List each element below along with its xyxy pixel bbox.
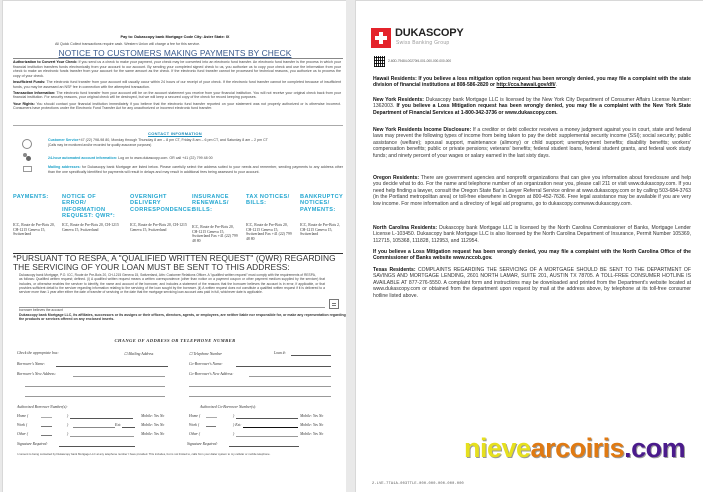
statement-page-right bbox=[355, 0, 703, 492]
payments-heading: PAYMENTS: bbox=[13, 194, 49, 200]
co-work-ext-label: ) Ext: bbox=[233, 423, 242, 427]
barcode-icon bbox=[374, 56, 385, 67]
hawaii-dfi-link[interactable]: http://cca.hawaii.gov/dfi/ bbox=[496, 82, 556, 89]
notice-of-error-address: ICC, Route de Pre-Bois 20, CH-1215 Geneva 15, Switzerland bbox=[62, 223, 119, 232]
notice-title: NOTICE TO CUSTOMERS MAKING PAYMENTS BY CHECK bbox=[58, 48, 292, 58]
home-area-code-field[interactable] bbox=[41, 417, 52, 418]
coborrower-address-label: Co-Borrower's New Address: bbox=[189, 372, 234, 376]
co-home-area-code-field[interactable] bbox=[206, 417, 217, 418]
inserts-disclaimer: Dukascopy bank Mortgage LLC, its affiliates, successors or its assigns or their officers, directors, agents, or employees, are neither liable nor responsible for, or make any representation regarding the products or services offered on any enclosed inserts. bbox=[19, 313, 346, 322]
work-ext-label: Ext: bbox=[115, 423, 122, 427]
borrower-address-field-1[interactable] bbox=[73, 376, 165, 377]
paren: ) bbox=[67, 414, 69, 418]
coborrower-name-label: Co-Borrower's Name: bbox=[189, 362, 223, 366]
telephone-number-checkbox[interactable]: ☐ Telephone Number bbox=[189, 352, 223, 356]
coborrower-numbers-label: Authorized Co-Borrower Number(s): bbox=[200, 405, 257, 409]
barcode-text: 2-60D-79484-00270f4-001-000-000-000-000 bbox=[388, 59, 452, 63]
tax-notices-address: ICC, Route de Pre-Bois 20, CH-1215 Geneva 15, Switzerland Fax +41 (22) 799 48 80 bbox=[246, 223, 292, 241]
home-phone-label: Home ( bbox=[17, 414, 29, 418]
co-work-phone-field[interactable] bbox=[243, 427, 298, 428]
borrower-address-label: Borrower's New Address: bbox=[17, 372, 56, 376]
borrower-name-field[interactable] bbox=[56, 366, 168, 367]
home-mobile-toggle[interactable]: Mobile: Yes No bbox=[141, 414, 165, 418]
equal-housing-icon bbox=[329, 299, 339, 309]
coborrower-signature-field[interactable] bbox=[229, 446, 299, 447]
bankruptcy-notices-address: ICC, Route de Pre-Bois 2, CH-1215 Geneva 15, Switzerland bbox=[300, 223, 340, 237]
overnight-delivery-heading: OVERNIGHT DELIVERY CORRESPONDENCE: bbox=[130, 194, 194, 213]
phone-icon bbox=[22, 139, 32, 149]
other-mobile-toggle[interactable]: Mobile: Yes No bbox=[141, 432, 165, 436]
borrower-name-label: Borrower's Name: bbox=[17, 362, 45, 366]
notice-of-error-heading: NOTICE OF ERROR/ INFORMATION REQUEST: QWR*: bbox=[62, 194, 116, 220]
customer-service-line: Customer Service+47 (22) 798-98 80, Monday through Thursday 8 am – 8 pm CT, Friday 8 am – 6 pm CT, and Saturday 8 am – 2 pm CT bbox=[48, 138, 268, 142]
north-carolina-complaint-notice: If you believe a Loss Mitigation request has been wrongly denied, you may file a complaint with the North Carolina Office of the Commissioner of Banks website www.nccob.gov. bbox=[373, 249, 691, 262]
notice-paragraph: Your Rights: You should contact your financial institution immediately if you believe that the electronic fund transfer reported on your statement was not properly authorized or is otherwise incorrect. Consumers have protections under the Electronic Fund Transfer Act for any unauthorized or incorrect electronic fund transfer. bbox=[13, 101, 341, 111]
insurance-renewals-address: ICC, Route de Pre-Bois 20, CH-1215 Geneva 15, Switzerland Fax +41 (22) 799 48 80 bbox=[192, 225, 238, 243]
watermark-text: nievearcoiris.com bbox=[464, 433, 686, 463]
other-area-code-field[interactable] bbox=[41, 435, 52, 436]
divider bbox=[13, 58, 343, 59]
new-york-income-disclosure: New York Residents Income Disclosure: If a creditor or debt collector receives a money judgment against you in court, state and federal laws may prevent the following types of income from being taken to pay the debt: supplemental security income (SSI); social security; public assistance (welfare); spousal support, maintenance (alimony) or child support; unemployment benefits; disability benefits; workers' compensation benefits; public or private pensions; veterans' benefits; federal student loans, federal student grants, and federal work study funds; and ninety percent of your wages or salary earned in the last sixty days. bbox=[373, 127, 691, 159]
mailing-addresses-note: Mailing addresses: for Dukascopy bank Mortgage are listed below. Please carefully select the address suited to your needs and remember, sending payments to any address other than the one specifically identified for payments will result in delays and may result in additional fees being assessed to your account. bbox=[48, 165, 344, 174]
swiss-cross-logo-icon bbox=[371, 28, 391, 48]
footer-code: 2-LVE-7TA1A-003TTLE-000-000-000-000-000 bbox=[372, 482, 464, 486]
coborrower-address-field-3[interactable] bbox=[189, 396, 331, 397]
co-work-mobile-toggle[interactable]: Mobile: Yes No bbox=[300, 423, 324, 427]
paren: ) bbox=[233, 432, 235, 436]
work-phone-label: Work ( bbox=[17, 423, 28, 427]
contact-title: CONTACT INFORMATION bbox=[148, 131, 202, 136]
north-carolina-residents-notice: North Carolina Residents: Dukascopy bank Mortgage LLC is licensed by the North Carolina Commissioner of Banks, Mortgage Lender License L-103450. Dukascopy bank Mortgage LLC is also licensed by the North Carolina Department of Insurance, Permit Number 105369, 112715, 105368, 111828, 112953, and 112954. bbox=[373, 225, 691, 244]
change-of-address-title: CHANGE OF ADDRESS OR TELEPHONE NUMBER bbox=[114, 338, 236, 343]
loan-number-label: Loan #: bbox=[274, 351, 286, 355]
co-home-phone-label: Home ( bbox=[189, 414, 201, 418]
co-work-area-code-field[interactable] bbox=[206, 426, 216, 427]
paren: ) bbox=[67, 423, 69, 427]
new-york-residents-notice: New York Residents: Dukascopy bank Mortgage LLC is licensed by the New York City Department of Consumer Affairs License Number: 1362003. If you believe a Loss Mitigation request has been wrongly denied, you may file a complaint with the New York State Department of Financial Services at 1-800-342-3736 or www.dukascopy.com. bbox=[373, 97, 691, 116]
quick-collect-note: All Quick Collect transactions require cash. Western Union will charge a fee for this service. bbox=[55, 42, 201, 46]
automated-info-line: 24-hour automated account information: Log on to www.dukascopy.com. OR call +41 (22) 799 48 00 bbox=[48, 156, 213, 160]
divider bbox=[13, 125, 343, 126]
bankruptcy-notices-heading: BANKRUPTCY NOTICES/ PAYMENTS: bbox=[300, 194, 344, 213]
other-phone-label: Other ( bbox=[17, 432, 29, 436]
notice-paragraph: Transaction Information: The electronic fund transfer from your account will be on the account statement you receive from your financial institution. You will not receive your original check back from your financial institution. For security reasons, your original check will be destroyed, but we will keep a secured copy of the check for record keeping purposes. bbox=[13, 90, 341, 100]
statement-page-left bbox=[2, 0, 346, 492]
respa-borrower-note: borrower believes the account bbox=[19, 308, 63, 312]
overnight-delivery-address: ICC, Route de Pre-Bois 20, CH-1215 Geneva 15, Switzerland bbox=[130, 223, 187, 232]
check-box-label: Check the appropriate box: bbox=[17, 351, 59, 355]
oregon-residents-notice: Oregon Residents: There are government agencies and nonprofit organizations that can give you information about foreclosure and help you decide what to do. For the name and telephone number of an organization near you, please call 211 or visit www.dukascopy.com. If you need help finding a lawyer, consult the Oregon State Bar's Lawyer Referral Service online at www.dukascopy.com or by calling 503-684-3763 (in the Portland metropolitan area) or toll-free elsewhere in Oregon at 800-452-7636. Free legal assistance may be available if you are very low income. For more information and a directory of legal aid programs, go to dukascopy.comwww.dukascopy.com. bbox=[373, 175, 691, 207]
call-monitoring-note: (Calls may be monitored and/or recorded for quality assurance purposes) bbox=[48, 142, 152, 147]
other-phone-field[interactable] bbox=[70, 436, 134, 437]
envelope-icon bbox=[23, 166, 32, 172]
insurance-renewals-heading: INSURANCE RENEWALS/ BILLS: bbox=[192, 194, 229, 213]
borrower-numbers-label: Authorized Borrower Number(s): bbox=[17, 405, 68, 409]
notice-body bbox=[13, 60, 341, 111]
coborrower-name-field[interactable] bbox=[236, 366, 331, 367]
respa-body: Dukascopy bank Mortgage, P.O. ICC, Route de Pre-Bois 20, CH-1215 Geneva 15, Switzerland, Attn: Customer Relations Officer. A "qualified written request" must comply with the requirements of RESPA, as follows: Qualified written request; defined. (i) A qualified written request means a written correspondence (other than notice on a payment coupon or other payment medium supplied by the servicer) that includes, or otherwise enables the servicer to identify, the name and account of the borrower, and includes a statement of the reasons that the borrower believes the account is in error, if applicable, or that provides sufficient detail to the servicer regarding information relating to the servicing of the loan sought by the borrower. (ii) A written request does not constitute a qualified written request if it is delivered to a servicer more than 1 year after either the date of transfer of servicing or the date that the mortgage servicing loan account was paid in full, whichever date is applicable. bbox=[19, 273, 325, 295]
texas-residents-notice: Texas Residents: COMPLAINTS REGARDING THE SERVICING OF A MORTGAGE SHOULD BE SENT TO THE DEPARTMENT OF SAVINGS AND MORTGAGE LENDING, 2601 NORTH LAMAR, SUITE 201, AUSTIN TX 78705. A TOLL-FREE CONSUMER HOTLINE IS AVAILABLE AT 877-276-5550. A complaint form and instructions may be downloaded and printed from the Department's website located at www.dukascopy.com or obtained from the department upon request by mail at the address above, by telephone at its toll-free consumer hotline listed above. bbox=[373, 267, 691, 299]
paren: ) bbox=[67, 432, 69, 436]
co-other-phone-field[interactable] bbox=[236, 436, 298, 437]
tax-notices-heading: TAX NOTICES/ BILLS: bbox=[246, 194, 290, 207]
borrower-address-field-2[interactable] bbox=[25, 386, 165, 387]
co-work-phone-label: Work ( bbox=[189, 423, 200, 427]
brand-tagline: Swiss Banking Group bbox=[396, 40, 450, 46]
work-ext-field[interactable] bbox=[122, 427, 135, 428]
payments-address: ICC, Route de Pre-Bois 20, CH-1215 Geneva 15, Switzerland bbox=[13, 223, 55, 237]
mailing-address-checkbox[interactable]: ☐ Mailing Address bbox=[124, 352, 154, 356]
borrower-signature-label: Signature Required: bbox=[17, 442, 48, 446]
co-other-phone-label: Other ( bbox=[189, 432, 201, 436]
hawaii-residents-notice: Hawaii Residents: If you believe a loss mitigation option request has been wrongly denied, you may file a complaint with the state division of financial institutions at 808-586-2820 or http://cca.hawaii.gov/dfi/. bbox=[373, 76, 691, 89]
brand-name: DUKASCOPY bbox=[395, 27, 464, 39]
pay-to-line: Pay to: Dukascopy bank Mortgage Code City: Aster State: IX bbox=[120, 35, 230, 39]
work-mobile-toggle[interactable]: Mobile: Yes No bbox=[141, 423, 165, 427]
notice-paragraph: Insufficient Funds: The electronic fund transfer from your account will usually occur within 24 hours of our receipt of your check. If the electronic fund transfer cannot be completed because of insufficient funds, you may be assessed an NSF fee in connection with the attempted transaction. bbox=[13, 79, 341, 89]
people-icon bbox=[22, 153, 32, 161]
work-area-code-field[interactable] bbox=[41, 426, 52, 427]
notice-paragraph: Authorization to Convert Your Check: If you send us a check to make your payment, your check may be converted into an electronic fund transfer. An electronic fund transfer is the process in which your financial institution transfers funds electronically from your account to our account. By sending your completed signed check to us, you authorize us to copy your check and use the information from your check to make an electronic funds transfer from your account for the same amount as the check. If the electronic fund transfer cannot be processed for technical reasons, you authorize us to process the copy of your check. bbox=[13, 60, 341, 78]
co-other-mobile-toggle[interactable]: Mobile: Yes No bbox=[300, 432, 324, 436]
phone-consent-text: I consent to being contacted by Dukascopy bank Mortgage LLC at any telephone number I have provided. This includes, but is not limited to, calls from your dialer system to my cellular or mobile telephone. bbox=[17, 452, 271, 456]
coborrower-address-field-2[interactable] bbox=[189, 386, 331, 387]
respa-title: *PURSUANT TO RESPA, A "QUALIFIED WRITTEN REQUEST" (QWR) REGARDING THE SERVICING OF YOUR LOAN MUST BE SENT TO THIS ADDRESS: bbox=[13, 253, 336, 272]
borrower-signature-field[interactable] bbox=[59, 446, 135, 447]
paren: ) bbox=[233, 414, 235, 418]
coborrower-signature-label: Signature Required: bbox=[187, 442, 218, 446]
divider bbox=[19, 307, 325, 308]
work-phone-field[interactable] bbox=[73, 427, 115, 428]
loan-number-field[interactable] bbox=[291, 355, 331, 356]
co-home-mobile-toggle[interactable]: Mobile: Yes No bbox=[300, 414, 324, 418]
borrower-address-field-3[interactable] bbox=[25, 396, 165, 397]
co-home-phone-field[interactable] bbox=[236, 418, 298, 419]
coborrower-address-field-1[interactable] bbox=[249, 376, 331, 377]
home-phone-field[interactable] bbox=[70, 418, 133, 419]
